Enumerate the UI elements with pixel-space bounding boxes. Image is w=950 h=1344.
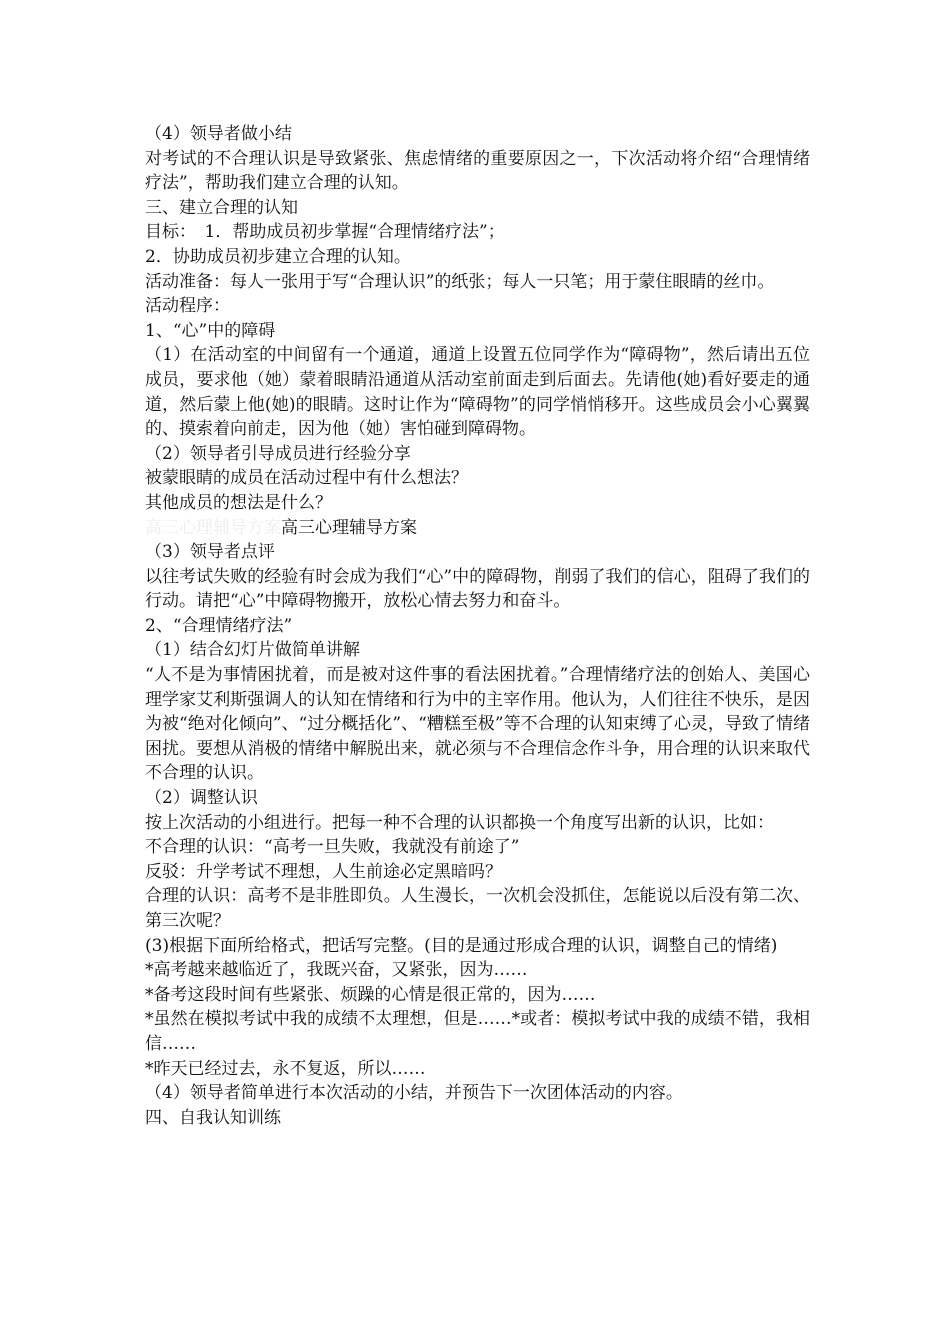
list-item: *备考这段时间有些紧张、烦躁的心情是很正常的，因为…… bbox=[145, 984, 596, 1005]
paragraph: 2．协助成员初步建立合理的认知。 bbox=[145, 246, 411, 267]
paragraph: 合理的认识：高考不是非胜即负。人生漫长，一次机会没抓住，怎能说以后没有第二次、第三次呢？ bbox=[145, 886, 810, 931]
section-heading: 四、自我认知训练 bbox=[145, 1107, 281, 1128]
paragraph: 目标： 1．帮助成员初步掌握“合理情绪疗法”； bbox=[145, 222, 505, 243]
watermark-text: 高三心理辅导方案 bbox=[281, 517, 417, 538]
paragraph: （1）结合幻灯片做简单讲解 bbox=[145, 640, 360, 661]
paragraph: （1）在活动室的中间留有一个通道，通道上设置五位同学作为“障碍物”，然后请出五位成员，要求他（她）蒙着眼睛沿通道从活动室前面走到后面去。先请他(她)看好要走的通道，然后蒙上他(她)的眼睛。这时让作为“障碍物”的同学悄悄移开。这些成员会小心翼翼的、摸索着向前走，因为他（她）害怕碰到障碍物。 bbox=[145, 345, 810, 440]
paragraph: “人不是为事情困扰着，而是被对这件事的看法困扰着。”合理情绪疗法的创始人、美国心理学家艾利斯强调人的认知在情绪和行为中的主宰作用。他认为，人们往往不快乐，是因为被“绝对化倾向”、“过分概括化”、“糟糕至极”等不合理的认知束缚了心灵，导致了情绪困扰。要想从消极的情绪中解脱出来，就必须与不合理信念作斗争，用合理的认识来取代不合理的认识。 bbox=[145, 665, 810, 784]
paragraph: 被蒙眼睛的成员在活动过程中有什么想法？ bbox=[145, 468, 468, 489]
paragraph: （4）领导者做小结 bbox=[145, 124, 292, 144]
paragraph: 活动程序： bbox=[145, 296, 230, 317]
section-heading: 三、建立合理的认知 bbox=[145, 197, 298, 218]
subsection-heading: 2、“合理情绪疗法” bbox=[145, 615, 293, 636]
paragraph: 以往考试失败的经验有时会成为我们“心”中的障碍物，削弱了我们的信心，阻碍了我们的行动。请把“心”中障碍物搬开，放松心情去努力和奋斗。 bbox=[145, 566, 810, 612]
list-item: *虽然在模拟考试中我的成绩不太理想，但是……*或者：模拟考试中我的成绩不错，我相信…… bbox=[145, 1009, 810, 1054]
paragraph: (3)根据下面所给格式，把话写完整。(目的是通过形成合理的认识，调整自己的情绪) bbox=[145, 935, 778, 956]
paragraph: 活动准备：每人一张用于写“合理认识”的纸张；每人一只笔；用于蒙住眼睛的丝巾。 bbox=[145, 271, 775, 292]
watermark-faint: 高三心理辅导方案 bbox=[145, 517, 281, 538]
paragraph: （2）领导者引导成员进行经验分享 bbox=[145, 443, 411, 464]
paragraph: （4）领导者简单进行本次活动的小结，并预告下一次团体活动的内容。 bbox=[145, 1083, 683, 1104]
paragraph: 其他成员的想法是什么？ bbox=[145, 492, 332, 513]
paragraph: 反驳：升学考试不理想，人生前途必定黑暗吗？ bbox=[145, 861, 502, 882]
paragraph: （3）领导者点评 bbox=[145, 542, 275, 563]
list-item: *昨天已经过去，永不复返，所以…… bbox=[145, 1058, 426, 1079]
document-page bbox=[145, 122, 810, 1130]
paragraph: （2）调整认识 bbox=[145, 788, 258, 809]
paragraph: 对考试的不合理认识是导致紧张、焦虑情绪的重要原因之一，下次活动将介绍“合理情绪疗法”，帮助我们建立合理的认知。 bbox=[145, 148, 810, 194]
paragraph: 不合理的认识：“高考一旦失败，我就没有前途了” bbox=[145, 837, 520, 858]
list-item: *高考越来越临近了，我既兴奋，又紧张，因为…… bbox=[145, 960, 528, 981]
subsection-heading: 1、“心”中的障碍 bbox=[145, 320, 276, 341]
paragraph: 按上次活动的小组进行。把每一种不合理的认识都换一个角度写出新的认识，比如： bbox=[145, 812, 774, 833]
watermark-row bbox=[145, 516, 810, 541]
